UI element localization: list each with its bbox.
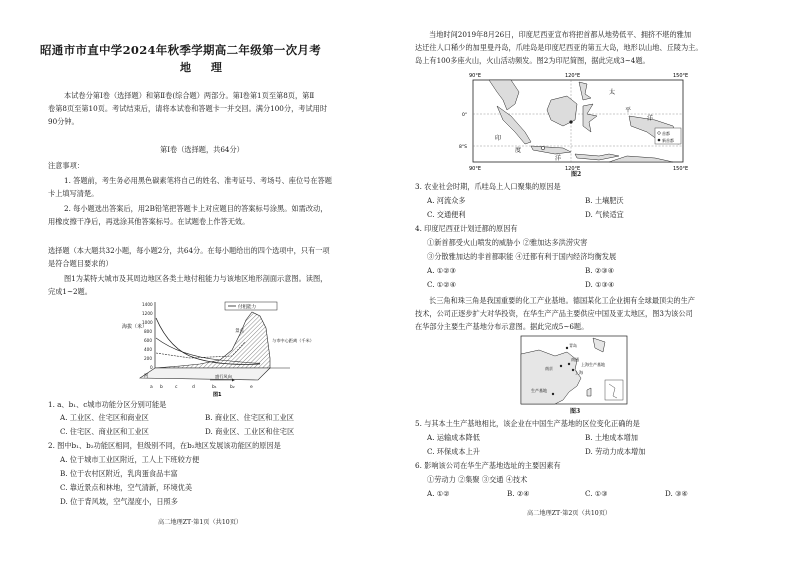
q2-option-d[interactable]: D. 位于背风坡，空气湿度小，日照多 bbox=[60, 497, 178, 506]
fig2-jakarta-marker bbox=[541, 146, 544, 149]
fig2-label-yang1: 洋 bbox=[647, 115, 654, 122]
fig1-ylabel: 海拔（米） bbox=[122, 324, 148, 330]
fig3-label-nanjing: 南京 bbox=[545, 366, 553, 371]
fig1-intro-line-2: 完成1~2题。 bbox=[48, 287, 92, 296]
notice-line-1: 1. 答题前，考生务必用黑色碳素笔将自己的姓名、准考证号、考场号、座位号在答题 bbox=[64, 176, 332, 185]
q4-option-a[interactable]: A. ①②③ bbox=[427, 266, 457, 275]
fig2-lon-left-top: 90°E bbox=[469, 73, 482, 79]
q3-stem: 3. 农业社会时期，爪哇岛上人口聚集的原因是 bbox=[415, 182, 561, 191]
q34-intro-line-1: 当地时间2019年8月26日，印度尼西亚宣布将把首都从地势低平、拥挤不堪的雅加 bbox=[429, 30, 692, 39]
q3-option-a[interactable]: A. 河流众多 bbox=[427, 196, 466, 205]
fig3-label-base2: 生产基地 bbox=[531, 388, 547, 393]
q5-option-a[interactable]: A. 运输成本降低 bbox=[427, 433, 480, 442]
xlabel-b1: b₁ bbox=[212, 385, 217, 390]
fig2-legend-capital: 首都 bbox=[662, 131, 670, 136]
q3-option-d[interactable]: D. 气候适宜 bbox=[585, 210, 624, 219]
fig3-label-shanghai-base: 上海生产基地 bbox=[581, 362, 605, 367]
q34-intro-line-2: 达迁往人口稀少的加里曼丹岛，爪哇岛是印度尼西亚的第五大岛，地形以山地、丘陵为主。 bbox=[415, 43, 703, 52]
notice-line-2: 卡上填写清楚。 bbox=[48, 189, 99, 198]
fig2-caption: 图2 bbox=[571, 171, 582, 178]
q56-intro-line-2: 技术，公司正逐步扩大对华投资，在华生产产品主要供应中国及亚太地区，图3为该公司 bbox=[415, 309, 693, 318]
page-2 bbox=[397, 0, 794, 561]
fig1-terrain bbox=[155, 312, 270, 368]
q4-items-line-1: ①新首都受火山喷发的威胁小 ②雅加达多洪涝灾害 bbox=[427, 238, 588, 247]
xlabel-b2: b₂ bbox=[230, 385, 235, 390]
fig3-inset bbox=[605, 380, 623, 400]
fig2-label-du: 度 bbox=[515, 147, 522, 154]
intro-line-1: 本试卷分第Ⅰ卷（选择题）和第Ⅱ卷(综合题）两部分。第Ⅰ卷第1页至第8页，第Ⅱ bbox=[64, 91, 315, 100]
fig2-label-yang2: 洋 bbox=[555, 155, 562, 162]
fig1-dist-label: 与市中心距离（千米） bbox=[272, 338, 314, 343]
intro-line-2: 卷第8页至第10页。考试结束后，请将本试卷和答题卡一并交回。满分100分，考试用时 bbox=[48, 104, 328, 113]
part1-heading: 第Ⅰ卷（选择题，共64分） bbox=[160, 145, 244, 154]
q2-option-b[interactable]: B. 位于农村区附近，乳肉蛋食品丰富 bbox=[60, 469, 178, 478]
notice-line-4: 用橡皮擦干净后，再选涂其他答案标号。在试题卷上作答无效。 bbox=[48, 217, 250, 226]
fig2-label-ping: 平 bbox=[625, 107, 632, 114]
q56-intro-line-3: 在华部分主要生产基地分布示意图。据此完成5~6题。 bbox=[415, 322, 589, 331]
fig2-legend-new-capital: 新首都 bbox=[662, 138, 674, 143]
figure-2-indonesia-map bbox=[459, 70, 699, 174]
ytick-1200: 1200 bbox=[142, 311, 153, 316]
mc-intro-line-2: 是符合题目要求的） bbox=[48, 259, 113, 268]
q1-option-b[interactable]: B. 商业区、住宅区和工业区 bbox=[205, 413, 294, 422]
xlabel-d: d bbox=[192, 385, 195, 390]
exam-title: 昭通市市直中学2024年秋季学期高二年级第一次月考 bbox=[40, 43, 322, 57]
figure-3-production-bases-map bbox=[519, 334, 629, 406]
ytick-800: 800 bbox=[144, 329, 152, 334]
q3-option-c[interactable]: C. 交通便利 bbox=[427, 210, 466, 219]
fig1-yticks bbox=[142, 302, 153, 370]
q5-stem: 5. 与其本土生产基地相比，该企业在中国生产基地的区位变化正确的是 bbox=[415, 419, 640, 428]
fig1-xlabels bbox=[150, 384, 253, 390]
fig1-caption: 图1 bbox=[213, 392, 222, 398]
xlabel-e: e bbox=[250, 385, 253, 390]
q1-option-a[interactable]: A. 工业区、住宅区和商业区 bbox=[60, 413, 149, 422]
q6-option-a[interactable]: A. ①② bbox=[427, 489, 450, 498]
ytick-600: 600 bbox=[144, 338, 152, 343]
ytick-1400: 1400 bbox=[142, 302, 153, 307]
q1-option-c[interactable]: C. 住宅区、商业区和工业区 bbox=[60, 427, 149, 436]
ytick-0: 0 bbox=[150, 365, 153, 370]
fig2-lon-right-bottom: 150°E bbox=[673, 166, 689, 172]
q34-intro-line-3: 岛上有100多座火山，火山活动频发。图2为印尼简图，据此完成3~4题。 bbox=[415, 56, 650, 65]
xlabel-a: a bbox=[150, 385, 153, 390]
fig2-lon-mid-bottom: 120°E bbox=[565, 166, 581, 172]
fig2-lat-top: 0° bbox=[462, 113, 468, 118]
q6-option-b[interactable]: B. ②④ bbox=[507, 489, 530, 498]
q56-intro-line-1: 长三角和珠三角是我国重要的化工产业基地。德国某化工企业拥有全球最顶尖的生产 bbox=[429, 296, 695, 305]
q2-option-a[interactable]: A. 位于城市工业区附近，工人上下班较方便 bbox=[60, 455, 200, 464]
fig1-base-plane bbox=[140, 368, 270, 380]
q2-option-c[interactable]: C. 靠近景点和林地，空气清新，环境优美 bbox=[60, 483, 193, 492]
q6-stem: 6. 影响该公司在华生产基地选址的主要因素有 bbox=[415, 461, 561, 470]
q5-option-d[interactable]: D. 劳动力成本增加 bbox=[585, 447, 646, 456]
fig1-legend-label: 付租能力 bbox=[238, 305, 256, 310]
q3-option-b[interactable]: B. 土壤肥沃 bbox=[585, 196, 624, 205]
figure-1-terrain-profile bbox=[120, 298, 314, 398]
fig2-lat-bottom: 8°S bbox=[459, 145, 467, 150]
q4-option-d[interactable]: D. ①③④ bbox=[585, 280, 615, 289]
fig1-wind-label: 盛行风向 bbox=[215, 374, 232, 379]
fig2-lon-mid-top: 120°E bbox=[565, 73, 581, 79]
mc-intro-line-1: 选择题（本大题共32小题，每小题2分，共64分。在每小题给出的四个选项中，只有一项 bbox=[48, 246, 330, 255]
fig3-caption: 图3 bbox=[570, 408, 581, 415]
intro-line-3: 90分钟。 bbox=[48, 117, 79, 126]
q4-option-c[interactable]: C. ①②④ bbox=[427, 280, 457, 289]
fig2-lon-left-bottom: 90°E bbox=[469, 166, 482, 172]
footer-page-2: 高二地理ZT·第2页（共10页） bbox=[527, 510, 612, 517]
q4-items-line-2: ③分散雅加达的非首都职能 ④迁都有利于国内经济均衡发展 bbox=[427, 252, 617, 261]
footer-page-1: 高二地理ZT·第1页（共10页） bbox=[158, 519, 243, 526]
fig1-river-label: 河 bbox=[144, 374, 149, 379]
notice-line-3: 2. 每小题选出答案后，用2B铅笔把答题卡上对应题目的答案标号涂黑。如需改动， bbox=[64, 204, 328, 213]
q1-stem: 1. a、b₁、c城市功能分区分别可能是 bbox=[48, 400, 167, 409]
q2-stem: 2. 图中b₁、b₂功能区相同，但级别不同，在b₂地区发展该功能区的原因是 bbox=[48, 441, 281, 450]
q6-option-c[interactable]: C. ①③ bbox=[585, 489, 608, 498]
ytick-400: 400 bbox=[144, 347, 152, 352]
subject-title: 地 理 bbox=[180, 61, 230, 74]
ytick-1000: 1000 bbox=[142, 320, 153, 325]
fig1-scenic-label: 景点 bbox=[235, 329, 244, 334]
fig1-intro-line-1: 图1为某特大城市及其周边地区各类土地付租能力与该地区地形剖面示意图。读图， bbox=[64, 274, 328, 283]
fig2-label-tai: 太 bbox=[609, 89, 616, 96]
ytick-200: 200 bbox=[144, 356, 152, 361]
fig3-label-shanghai: 上海 bbox=[575, 370, 583, 375]
fig3-label-nantong: 南通 bbox=[571, 357, 579, 362]
xlabel-c: c bbox=[175, 385, 178, 390]
notice-heading: 注意事项： bbox=[48, 161, 84, 170]
xlabel-b: b bbox=[160, 385, 163, 390]
fig2-lon-right-top: 150°E bbox=[673, 73, 689, 79]
q4-stem: 4. 印度尼西亚计划迁都的原因有 bbox=[415, 224, 518, 233]
fig2-new-capital-marker bbox=[569, 120, 572, 123]
q4-option-b[interactable]: B. ②③④ bbox=[585, 266, 615, 275]
fig3-label-qingdao: 青岛 bbox=[569, 343, 577, 348]
q5-option-b[interactable]: B. 土地成本增加 bbox=[585, 433, 638, 442]
q1-option-d[interactable]: D. 商业区、工业区和住宅区 bbox=[205, 427, 295, 436]
q6-option-d[interactable]: D. ③④ bbox=[665, 489, 688, 498]
q6-items: ①劳动力 ②集聚 ③交通 ④技术 bbox=[427, 475, 528, 484]
q5-option-c[interactable]: C. 环保成本上升 bbox=[427, 447, 480, 456]
fig2-label-yin: 印 bbox=[495, 135, 502, 142]
